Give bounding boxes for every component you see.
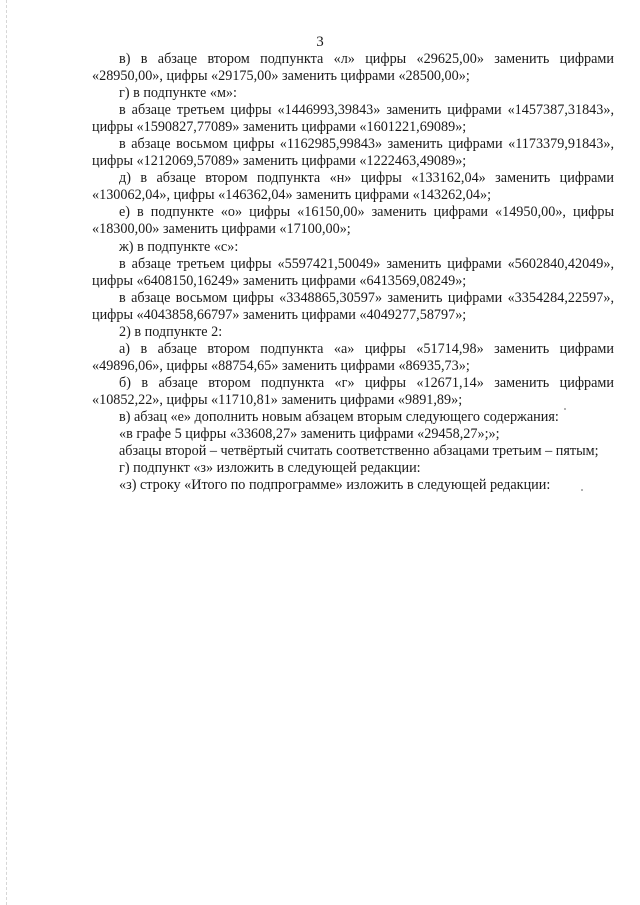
scan-speck: [581, 489, 583, 491]
paragraph-14: «в графе 5 цифры «33608,27» заменить цифрами «29458,27»;»;: [119, 426, 500, 443]
paragraph-8: в абзаце третьем цифры «5597421,50049» заменить цифрами «5602840,42049», цифры «6408150,16249» заменить цифрами «6413569,08249»;: [92, 255, 614, 289]
paragraph-13: в) абзац «е» дополнить новым абзацем вторым следующего содержания:: [119, 408, 559, 425]
paragraph-7: ж) в подпункте «с»:: [119, 238, 239, 255]
scan-speck: [564, 408, 566, 410]
paragraph-17: «з) строку «Итого по подпрограмме» изложить в следующей редакции:: [119, 477, 551, 494]
paragraph-10: 2) в подпункте 2:: [119, 323, 223, 340]
scan-margin-line: [6, 0, 8, 905]
paragraph-12: б) в абзаце втором подпункта «г» цифры «12671,14» заменить цифрами «10852,22», цифры «11710,81» заменить цифрами «9891,89»;: [92, 374, 614, 408]
document-body: [92, 51, 614, 494]
paragraph-15: абзацы второй – четвёртый считать соответственно абзацами третьим – пятым;: [119, 443, 599, 460]
paragraph-1: в) в абзаце втором подпункта «л» цифры «29625,00» заменить цифрами «28950,00», цифры «29175,00» заменить цифрами «28500,00»;: [92, 51, 614, 85]
paragraph-6: е) в подпункте «о» цифры «16150,00» заменить цифрами «14950,00», цифры «18300,00» заменить цифрами «17100,00»;: [92, 204, 614, 238]
paragraph-2: г) в подпункте «м»:: [119, 85, 237, 102]
paragraph-16: г) подпункт «з» изложить в следующей редакции:: [119, 460, 421, 477]
paragraph-9: в абзаце восьмом цифры «3348865,30597» заменить цифрами «3354284,22597», цифры «4043858,66797» заменить цифрами «4049277,58797»;: [92, 289, 614, 323]
paragraph-5: д) в абзаце втором подпункта «н» цифры «133162,04» заменить цифрами «130062,04», цифры «146362,04» заменить цифрами «143262,04»;: [92, 170, 614, 204]
page-number: 3: [316, 34, 324, 50]
paragraph-3: в абзаце третьем цифры «1446993,39843» заменить цифрами «1457387,31843», цифры «1590827,77089» заменить цифрами «1601221,69089»;: [92, 102, 614, 136]
paragraph-11: а) в абзаце втором подпункта «а» цифры «51714,98» заменить цифрами «49896,06», цифры «88754,65» заменить цифрами «86935,73»;: [92, 340, 614, 374]
paragraph-4: в абзаце восьмом цифры «1162985,99843» заменить цифрами «1173379,91843», цифры «1212069,57089» заменить цифрами «1222463,49089»;: [92, 136, 614, 170]
